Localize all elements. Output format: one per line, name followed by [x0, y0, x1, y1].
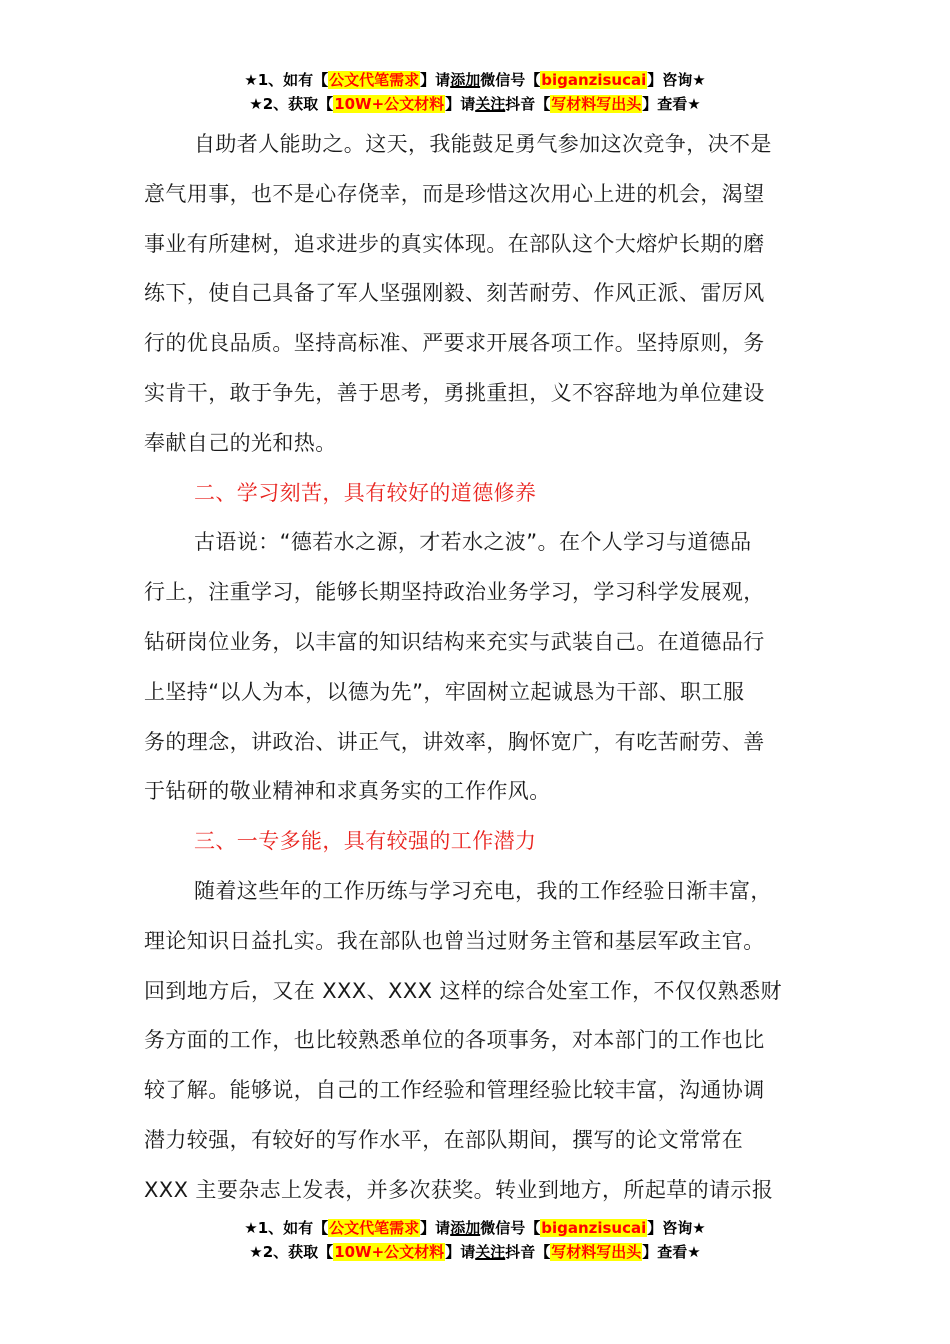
douyin-highlight: 写材料写出头: [551, 95, 642, 113]
banner-text: ★2、获取【: [249, 1243, 334, 1261]
paragraph-line: XXX 主要杂志上发表，并多次获奖。转业到地方，所起草的请示报: [144, 1177, 774, 1202]
banner-text: 】咨询★: [647, 71, 706, 89]
banner-text: 】咨询★: [647, 1219, 706, 1237]
section-heading: 三、一专多能，具有较强的工作潜力: [194, 829, 537, 854]
paragraph-line: 理论知识日益扎实。我在部队也曾当过财务主管和基层军政主官。: [144, 928, 765, 953]
banner-line-2: [0, 92, 950, 116]
paragraph-line: 练下，使自己具备了军人坚强刚毅、刻苦耐劳、作风正派、雷厉风: [144, 281, 765, 306]
banner-text: 】查看★: [642, 95, 701, 113]
section-heading: 二、学习刻苦，具有较好的道德修养: [194, 480, 537, 505]
wechat-id-highlight: biganzisucai: [541, 1219, 647, 1237]
banner-text: 抖音【: [505, 95, 551, 113]
paragraph-line: 行上，注重学习，能够长期坚持政治业务学习，学习科学发展观，: [144, 580, 765, 605]
banner-text: 】请: [445, 1243, 476, 1261]
paragraph-line: 意气用事，也不是心存侥幸，而是珍惜这次用心上进的机会，渴望: [144, 181, 765, 206]
highlight-text: 10W+公文材料: [334, 95, 445, 113]
paragraph-line: 行的优良品质。坚持高标准、严要求开展各项工作。坚持原则，务: [144, 331, 765, 356]
banner-text: 】请: [420, 1219, 451, 1237]
highlight-text: 10W+公文材料: [334, 1243, 445, 1261]
underlined-text: 添加: [450, 1219, 481, 1237]
header-banner: [0, 68, 950, 116]
paragraph-line: 务方面的工作，也比较熟悉单位的各项事务，对本部门的工作也比: [144, 1028, 765, 1053]
paragraph-line: 务的理念，讲政治、讲正气，讲效率，胸怀宽广，有吃苦耐劳、善: [144, 729, 765, 754]
paragraph-line: 奉献自己的光和热。: [144, 430, 337, 455]
underlined-text: 关注: [475, 95, 506, 113]
banner-text: 抖音【: [505, 1243, 551, 1261]
paragraph-line: 随着这些年的工作历练与学习充电，我的工作经验日渐丰富，: [194, 878, 772, 903]
banner-text: 】查看★: [642, 1243, 701, 1261]
document-body: [144, 120, 806, 1216]
paragraph-line: 实肯干，敢于争先，善于思考，勇挑重担，义不容辞地为单位建设: [144, 380, 765, 405]
paragraph-line: 古语说：“德若水之源，才若水之波”。在个人学习与道德品: [194, 530, 752, 555]
banner-text: ★1、如有【: [244, 71, 329, 89]
paragraph-line: 钻研岗位业务，以丰富的知识结构来充实与武装自己。在道德品行: [144, 629, 765, 654]
douyin-highlight: 写材料写出头: [551, 1243, 642, 1261]
banner-text: 微信号【: [480, 1219, 541, 1237]
paragraph-line: 上坚持“以人为本，以德为先”，牢固树立起诚恳为干部、职工服: [144, 679, 745, 704]
banner-text: ★1、如有【: [244, 1219, 329, 1237]
banner-line-1: [0, 68, 950, 92]
paragraph-line: 回到地方后，又在 XXX、XXX 这样的综合处室工作，不仅仅熟悉财: [144, 978, 782, 1003]
underlined-text: 添加: [450, 71, 481, 89]
banner-text: 微信号【: [480, 71, 541, 89]
highlight-text: 公文代笔需求: [329, 71, 420, 89]
banner-line-2: [0, 1240, 950, 1264]
banner-text: 】请: [420, 71, 451, 89]
paragraph-line: 于钻研的敬业精神和求真务实的工作作风。: [144, 779, 551, 804]
footer-banner: [0, 1216, 950, 1264]
paragraph-line: 自助者人能助之。这天，我能鼓足勇气参加这次竞争，决不是: [194, 132, 772, 156]
wechat-id-highlight: biganzisucai: [541, 71, 647, 89]
highlight-text: 公文代笔需求: [329, 1219, 420, 1237]
banner-line-1: [0, 1216, 950, 1240]
banner-text: ★2、获取【: [249, 95, 334, 113]
underlined-text: 关注: [475, 1243, 506, 1261]
paragraph-line: 较了解。能够说，自己的工作经验和管理经验比较丰富，沟通协调: [144, 1078, 765, 1103]
banner-text: 】请: [445, 95, 476, 113]
paragraph-line: 事业有所建树，追求进步的真实体现。在部队这个大熔炉长期的磨: [144, 231, 765, 256]
paragraph-line: 潜力较强，有较好的写作水平，在部队期间，撰写的论文常常在: [144, 1127, 744, 1152]
